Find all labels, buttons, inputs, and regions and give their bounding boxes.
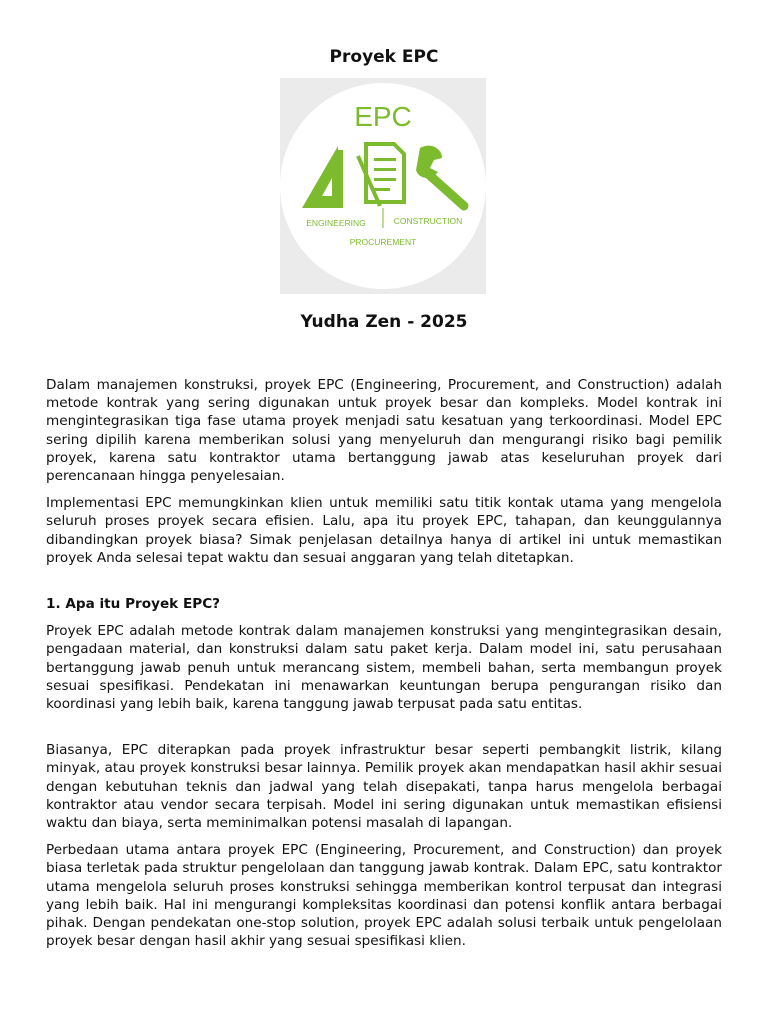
- logo-label-procurement: PROCUREMENT: [349, 237, 417, 247]
- section-heading: 1. Apa itu Proyek EPC?: [46, 596, 221, 613]
- document-title: Proyek EPC: [329, 47, 439, 67]
- logo-label-construction: CONSTRUCTION: [393, 216, 463, 226]
- logo-label-engineering: ENGINEERING: [306, 218, 366, 228]
- section-paragraph-2: Biasanya, EPC diterapkan pada proyek infrastruktur besar seperti pembangkit listrik, kilang minyak, atau proyek konstruksi besar lainnya. Pemilik proyek akan mendapatkan hasil akhir sesuai dengan kebutuhan teknis dan jadwal yang telah disepakati, tanpa harus mengelola berbagai kontraktor atau vendor secara terpisah. Model ini sering digunakan untuk memastikan efisiensi waktu dan biaya, serta meminimalkan potensi masalah di lapangan.: [46, 742, 722, 832]
- epc-logo: [280, 78, 486, 294]
- author-year: Yudha Zen - 2025: [300, 312, 468, 332]
- section-paragraph-3: Perbedaan utama antara proyek EPC (Engineering, Procurement, and Construction) dan proyek biasa terletak pada struktur pengelolaan dan tanggung jawab kontrak. Dalam EPC, satu kontraktor utama mengelola seluruh proses konstruksi sehingga memberikan kontrol terpusat dan integrasi yang lebih baik. Hal ini mengurangi kompleksitas koordinasi dan potensi konflik antara berbagai pihak. Dengan pendekatan one-stop solution, proyek EPC adalah solusi terbaik untuk pengelolaan proyek besar dengan hasil akhir yang sesuai spesifikasi klien.: [46, 842, 722, 950]
- section-paragraph-1: Proyek EPC adalah metode kontrak dalam manajemen konstruksi yang mengintegrasikan desain, pengadaan material, dan konstruksi dalam satu paket kerja. Dalam model ini, satu perusahaan bertanggung jawab penuh untuk merancang sistem, membeli bahan, serta membangun proyek sesuai spesifikasi. Pendekatan ini menawarkan keuntungan berupa pengurangan risiko dan koordinasi yang lebih baik, karena tanggung jawab terpusat pada satu entitas.: [46, 623, 722, 713]
- epc-logo-graphic: [280, 78, 486, 294]
- intro-paragraph-2: Implementasi EPC memungkinkan klien untuk memiliki satu titik kontak utama yang mengelola seluruh proses proyek secara efisien. Lalu, apa itu proyek EPC, tahapan, dan keunggulannya dibandingkan proyek biasa? Simak penjelasan detailnya hanya di artikel ini untuk memastikan proyek Anda selesai tepat waktu dan sesuai anggaran yang telah ditetapkan.: [46, 495, 722, 566]
- logo-epc-text: EPC: [354, 101, 412, 132]
- intro-paragraph-1: Dalam manajemen konstruksi, proyek EPC (Engineering, Procurement, and Construction) adalah metode kontrak yang sering digunakan untuk proyek besar dan kompleks. Model kontrak ini mengintegrasikan tiga fase utama proyek menjadi satu kesatuan yang terkoordinasi. Model EPC sering dipilih karena memberikan solusi yang menyeluruh dan mengurangi risiko bagi pemilik proyek, karena satu kontraktor utama bertanggung jawab atas keseluruhan proyek dari perencanaan hingga penyelesaian.: [46, 377, 722, 485]
- article-body: [46, 376, 722, 950]
